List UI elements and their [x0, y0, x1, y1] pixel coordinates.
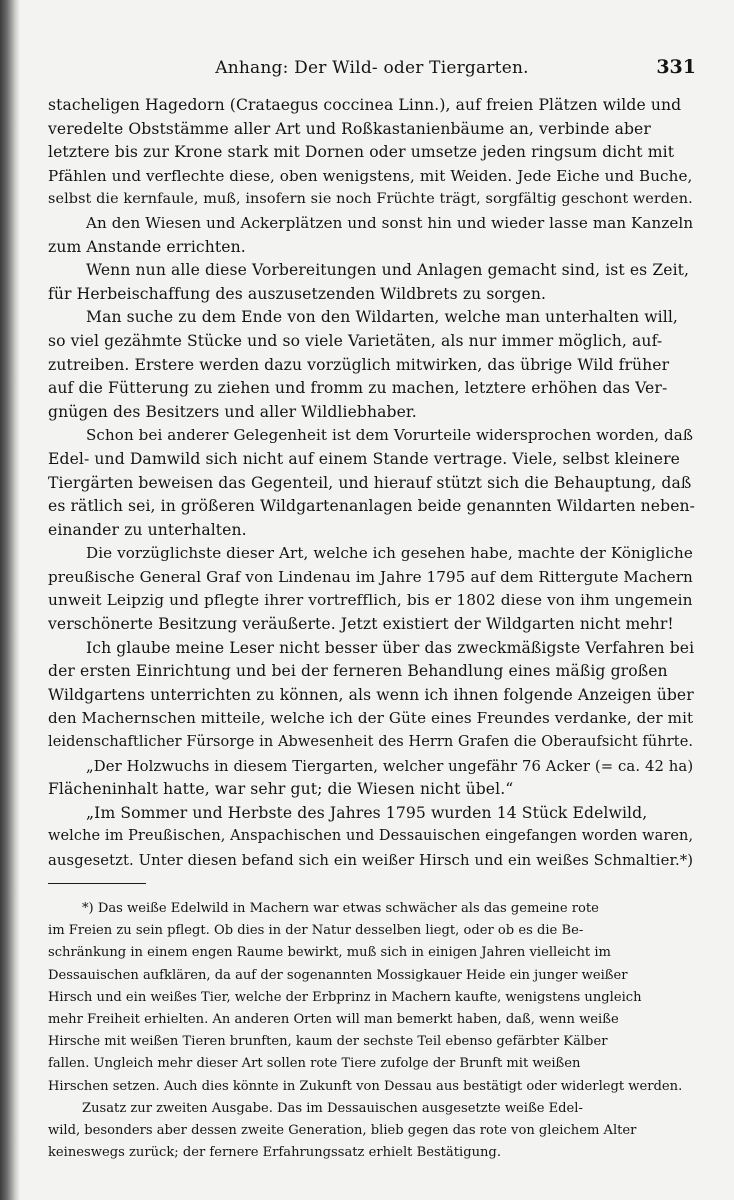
footnote-separator: [48, 883, 146, 884]
footnote-line: Hirsche mit weißen Tieren brunften, kaum der sechste Teil ebenso gefärbter Kälber: [48, 1034, 608, 1050]
body-text: [48, 94, 696, 873]
text-line: unweit Leipzig und pflegte ihrer vortrefflich, bis er 1802 diese von ihm ungemein: [48, 591, 693, 610]
text-line: Tiergärten beweisen das Gegenteil, und hierauf stützt sich die Behauptung, daß: [48, 473, 692, 492]
text-line: verschönerte Besitzung veräußerte. Jetzt existiert der Wildgarten nicht mehr!: [48, 615, 674, 634]
text-line: letztere bis zur Krone stark mit Dornen oder umsetze jeden ringsum dicht mit: [48, 143, 675, 162]
footnote-line: wild, besonders aber dessen zweite Generation, blieb gegen das rote von gleichem Alter: [48, 1122, 637, 1138]
text-line: Man suche zu dem Ende von den Wildarten, welche man unterhalten will,: [86, 308, 678, 327]
text-line: selbst die kernfaule, muß, insofern sie noch Früchte trägt, sorgfältig geschont werden.: [48, 191, 693, 208]
page-number: 331: [656, 56, 696, 78]
text-line: Pfählen und verflechte diese, oben wenigstens, mit Weiden. Jede Eiche und Buche,: [48, 166, 693, 185]
text-line: „Der Holzwuchs in diesem Tiergarten, welcher ungefähr 76 Acker (= ca. 42 ha): [86, 757, 694, 775]
footnote: [48, 898, 696, 1164]
footnote-line: Dessauischen aufklären, da auf der sogenannten Mossigkauer Heide ein junger weißer: [48, 967, 628, 983]
footnote-line: Zusatz zur zweiten Ausgabe. Das im Dessauischen ausgesetzte weiße Edel-: [82, 1100, 583, 1116]
footnote-line: Hirschen setzen. Auch dies könnte in Zukunft von Dessau aus bestätigt oder widerlegt werden.: [48, 1078, 683, 1094]
text-line: der ersten Einrichtung und bei der ferneren Behandlung eines mäßig großen: [48, 662, 668, 681]
text-line: den Machernschen mitteile, welche ich der Güte eines Freundes verdanke, der mit: [48, 709, 694, 728]
footnote-line: keineswegs zurück; der fernere Erfahrungssatz erhielt Bestätigung.: [48, 1145, 501, 1161]
text-line: Wildgartens unterrichten zu können, als wenn ich ihnen folgende Anzeigen über: [48, 685, 694, 704]
page-gutter-shadow: [0, 0, 20, 1200]
footnote-line: schränkung in einem engen Raume bewirkt, muß sich in einigen Jahren vielleicht im: [48, 945, 611, 961]
text-line: zutreiben. Erstere werden dazu vorzüglich mitwirken, das übrige Wild früher: [48, 355, 670, 374]
footnote-line: *) Das weiße Edelwild in Machern war etwas schwächer als das gemeine rote: [82, 901, 599, 916]
footnote-line: mehr Freiheit erhielten. An anderen Orten will man bemerkt haben, daß, wenn weiße: [48, 1011, 619, 1027]
footnote-line: im Freien zu sein pflegt. Ob dies in der Natur desselben liegt, oder ob es die Be-: [48, 923, 584, 939]
text-line: welche im Preußischen, Anspachischen und Dessauischen eingefangen worden waren,: [48, 828, 694, 845]
text-line: An den Wiesen und Ackerplätzen und sonst hin und wieder lasse man Kanzeln: [86, 213, 694, 232]
page-header: [48, 52, 696, 86]
text-line: preußische General Graf von Lindenau im Jahre 1795 auf dem Rittergute Machern: [48, 567, 693, 586]
text-line: für Herbeischaffung des auszusetzenden Wildbrets zu sorgen.: [48, 284, 547, 303]
footnote-line: Hirsch und ein weißes Tier, welche der Erbprinz in Machern kaufte, wenigstens ungleich: [48, 989, 642, 1005]
text-line: veredelte Obststämme aller Art und Roßkastanienbäume an, verbinde aber: [48, 119, 651, 138]
text-line: „Im Sommer und Herbste des Jahres 1795 wurden 14 Stück Edelwild,: [86, 803, 648, 822]
text-line: ausgesetzt. Unter diesen befand sich ein weißer Hirsch und ein weißes Schmaltier.*): [48, 852, 694, 869]
text-line: Schon bei anderer Gelegenheit ist dem Vorurteile widersprochen worden, daß: [86, 426, 694, 445]
footnote-line: fallen. Ungleich mehr dieser Art sollen rote Tiere zufolge der Brunft mit weißen: [48, 1056, 581, 1072]
text-line: Edel- und Damwild sich nicht auf einem Stande vertrage. Viele, selbst kleinere: [48, 449, 680, 468]
running-title: Anhang: Der Wild- oder Tiergarten.: [215, 58, 529, 78]
text-line: gnügen des Besitzers und aller Wildliebhaber.: [48, 402, 417, 421]
text-line: einander zu unterhalten.: [48, 520, 247, 539]
text-line: Flächeninhalt hatte, war sehr gut; die Wiesen nicht übel.“: [48, 780, 514, 799]
text-line: leidenschaftlicher Fürsorge in Abwesenheit des Herrn Grafen die Oberaufsicht führte.: [48, 734, 694, 751]
text-line: es rätlich sei, in größeren Wildgartenanlagen beide genannten Wildarten neben-: [48, 497, 696, 516]
text-line: auf die Fütterung zu ziehen und fromm zu machen, letztere erhöhen das Ver-: [48, 379, 668, 398]
text-line: so viel gezähmte Stücke und so viele Varietäten, als nur immer möglich, auf-: [48, 331, 663, 350]
text-line: Ich glaube meine Leser nicht besser über das zweckmäßigste Verfahren bei: [86, 638, 695, 657]
text-line: Wenn nun alle diese Vorbereitungen und Anlagen gemacht sind, ist es Zeit,: [86, 261, 690, 280]
text-line: Die vorzüglichste dieser Art, welche ich gesehen habe, machte der Königliche: [86, 544, 693, 563]
text-line: zum Anstande errichten.: [48, 237, 246, 256]
text-line: stacheligen Hagedorn (Crataegus coccinea Linn.), auf freien Plätzen wilde und: [48, 96, 682, 114]
